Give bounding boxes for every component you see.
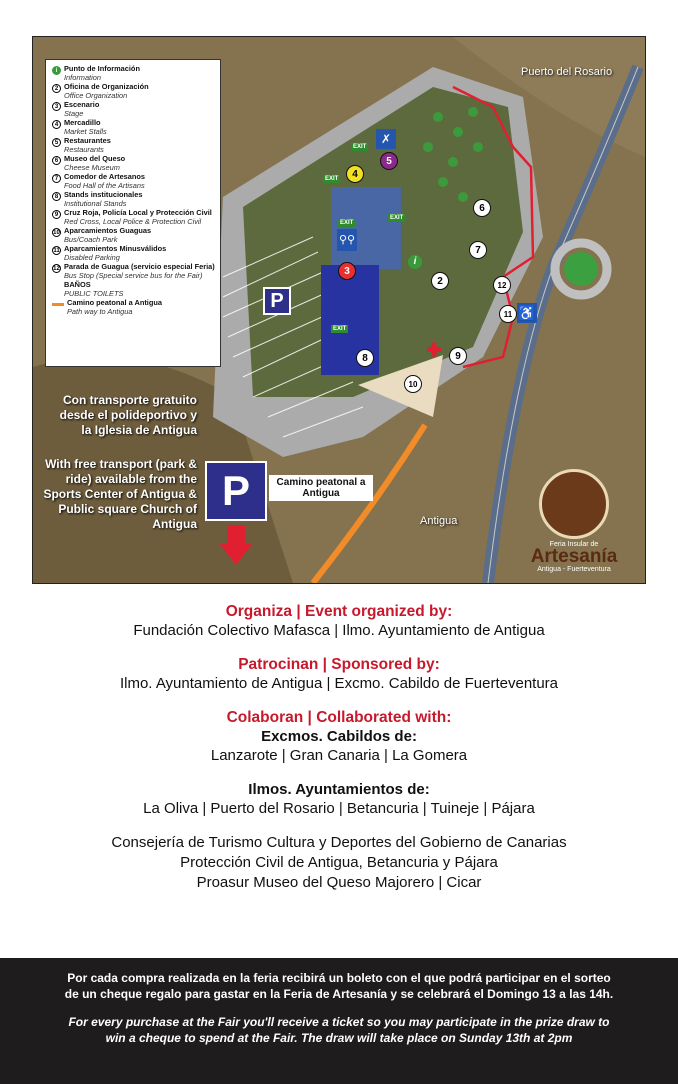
legend-label-en: Stage <box>64 108 84 118</box>
exit-sign: EXIT <box>340 220 354 226</box>
legend-number-icon <box>52 282 61 291</box>
legend-label-es: Parada de Guagua (servicio especial Feria) <box>64 262 215 271</box>
patrocinan-title: Patrocinan | Sponsored by: <box>238 656 440 673</box>
map-legend <box>45 59 221 367</box>
legend-item <box>52 173 216 190</box>
prize-text-es-line: Por cada compra realizada en la feria recibirá un boleto con el que podrá participar en el sorteo <box>67 971 611 985</box>
legend-item <box>52 137 216 154</box>
legend-item <box>52 245 216 262</box>
exit-sign: EXIT <box>333 326 347 332</box>
legend-number-icon: 4 <box>52 120 61 129</box>
logo-subtitle: Antigua - Fuerteventura <box>537 566 611 573</box>
legend-label-en: Disabled Parking <box>64 252 120 262</box>
legend-label-en: PUBLIC TOILETS <box>64 288 124 298</box>
map-pin-4: 4 <box>346 165 364 183</box>
legend-label-en: Path way to Antigua <box>67 306 133 316</box>
legend-label-en: Institutional Stands <box>64 198 127 208</box>
legend-label-es: Aparcamientos Guaguas <box>64 226 152 235</box>
colaboran-title: Colaboran | Collaborated with: <box>226 709 452 726</box>
legend-label-en: Cheese Museum <box>64 162 120 172</box>
legend-text <box>64 83 149 100</box>
legend-number-icon: 12 <box>53 266 60 272</box>
legend-item <box>52 83 216 100</box>
legend-label-es: Escenario <box>64 100 100 109</box>
legend-label-en: Food Hall of the Artisans <box>64 180 145 190</box>
ayuntamientos-title: Ilmos. Ayuntamientos de: <box>248 781 430 798</box>
prize-text-en-line: For every purchase at the Fair you'll receive a ticket so you may participate in the prize draw to <box>68 1015 610 1029</box>
legend-text <box>64 101 99 118</box>
legend-text <box>64 173 145 190</box>
map-pin-8: 8 <box>356 349 374 367</box>
legend-text <box>64 137 111 154</box>
legend-number-icon: 11 <box>53 248 60 254</box>
prize-text-es-line: de un cheque regalo para gastar en la Feria de Artesanía y se celebrará el Domingo 13 a las 14h. <box>64 987 614 1001</box>
map-pin-7: 7 <box>469 241 487 259</box>
legend-text <box>64 209 212 226</box>
legend-number-icon: 2 <box>52 84 61 93</box>
map-pin-9: 9 <box>449 347 467 365</box>
legend-label-en: Bus/Coach Park <box>64 234 118 244</box>
legend-label-es: Camino peatonal a Antigua <box>67 298 162 307</box>
logo-emblem <box>539 469 609 539</box>
free-transport-es: Con transporte gratuito desde el polideportivo y la Iglesia de Antigua <box>59 393 197 437</box>
legend-number-icon: 7 <box>52 174 61 183</box>
legend-label-en: Bus Stop (Special service bus for the Fair) <box>64 270 203 280</box>
legend-number-icon: 3 <box>52 102 61 111</box>
venue-map <box>32 36 646 584</box>
legend-label-es: Stands institucionales <box>64 190 143 199</box>
other-collaborator: Protección Civil de Antigua, Betancuria y Pájara <box>180 854 498 871</box>
legend-item <box>52 281 216 298</box>
camino-label: Camino peatonal a Antigua <box>269 475 373 501</box>
info-point-icon: i <box>408 255 422 269</box>
legend-label-es: Mercadillo <box>64 118 101 127</box>
feria-logo <box>519 469 629 573</box>
legend-text <box>64 155 125 172</box>
legend-number-icon: 6 <box>52 156 61 165</box>
legend-label-en: Market Stalls <box>64 126 107 136</box>
legend-label-es: Restaurantes <box>64 136 111 145</box>
legend-item <box>52 227 216 244</box>
legend-label-es: Comedor de Artesanos <box>64 172 146 181</box>
ayuntamientos-text: La Oliva | Puerto del Rosario | Betancuria | Tuineje | Pájara <box>143 800 535 817</box>
other-collaborator: Consejería de Turismo Cultura y Deportes del Gobierno de Canarias <box>111 834 567 851</box>
legend-text <box>64 281 123 298</box>
legend-item <box>52 155 216 172</box>
map-pin-12: 12 <box>493 276 511 294</box>
legend-number-icon: 9 <box>52 210 61 219</box>
legend-label-es: BAÑOS <box>64 280 91 289</box>
legend-text <box>64 65 140 82</box>
legend-item <box>52 101 216 118</box>
map-pin-6: 6 <box>473 199 491 217</box>
accessible-parking-icon: ♿ <box>518 305 536 321</box>
exit-sign: EXIT <box>390 215 404 221</box>
legend-number-icon: 5 <box>52 138 61 147</box>
legend-item <box>52 65 216 82</box>
road-label-antigua: Antigua <box>420 515 458 527</box>
legend-label-es: Punto de Información <box>64 64 140 73</box>
road-label-puerto: Puerto del Rosario <box>521 66 613 78</box>
credits-section <box>0 602 678 893</box>
prize-text-en-line: win a cheque to spend at the Fair. The draw will take place on Sunday 13th at 2pm <box>105 1031 573 1045</box>
legend-label-es: Aparcamientos Minusválidos <box>64 244 167 253</box>
map-pin-5: 5 <box>380 152 398 170</box>
free-transport-en: With free transport (park & ride) available from the Sports Center of Antigua & Public square Church of Antigua <box>43 457 197 531</box>
legend-item <box>52 119 216 136</box>
organiza-text: Fundación Colectivo Mafasca | Ilmo. Ayuntamiento de Antigua <box>133 622 545 639</box>
exit-sign: EXIT <box>353 144 367 150</box>
parking-p-icon: P <box>263 287 291 315</box>
legend-item <box>52 299 216 316</box>
other-collaborator: Proasur Museo del Queso Majorero | Cicar <box>196 874 482 891</box>
legend-number-icon: 10 <box>53 230 60 236</box>
legend-item <box>52 209 216 226</box>
legend-text <box>64 263 215 280</box>
patrocinan-text: Ilmo. Ayuntamiento de Antigua | Excmo. Cabildo de Fuerteventura <box>119 675 559 692</box>
cabildos-text: Lanzarote | Gran Canaria | La Gomera <box>210 747 468 764</box>
legend-text <box>64 119 107 136</box>
exit-sign: EXIT <box>325 176 339 182</box>
legend-text <box>64 245 166 262</box>
logo-title: Artesanía <box>530 546 618 567</box>
legend-label-es: Cruz Roja, Policía Local y Protección Civil <box>64 208 212 217</box>
legend-label-en: Red Cross, Local Police & Protection Civil <box>64 216 202 226</box>
legend-label-en: Restaurants <box>64 144 104 154</box>
map-pin-11: 11 <box>499 305 517 323</box>
legend-item <box>52 263 216 280</box>
prize-text-es <box>0 958 678 1002</box>
prize-text-en <box>0 1002 678 1046</box>
info-icon: i <box>52 66 61 75</box>
cabildos-title: Excmos. Cabildos de: <box>261 728 417 745</box>
legend-number-icon: 8 <box>52 192 61 201</box>
legend-label-es: Oficina de Organización <box>64 82 149 91</box>
legend-label-es: Museo del Queso <box>64 154 126 163</box>
restaurant-icon: ✗ <box>376 129 396 149</box>
legend-text <box>64 191 142 208</box>
legend-label-en: Office Organization <box>64 90 128 100</box>
legend-label-en: Information <box>64 72 101 82</box>
legend-item <box>52 191 216 208</box>
legend-text <box>64 227 151 244</box>
map-pin-2: 2 <box>431 272 449 290</box>
park-and-ride-p-icon: P <box>205 461 267 521</box>
path-line-icon <box>52 303 64 306</box>
toilets-icon: ⚲⚲ <box>337 229 357 251</box>
map-pin-10: 10 <box>404 375 422 393</box>
prize-draw-footer <box>0 958 678 1084</box>
logo-small-text: Feria Insular de <box>549 541 599 548</box>
legend-text <box>67 299 162 316</box>
organiza-title: Organiza | Event organized by: <box>225 603 453 620</box>
map-pin-3: 3 <box>338 262 356 280</box>
